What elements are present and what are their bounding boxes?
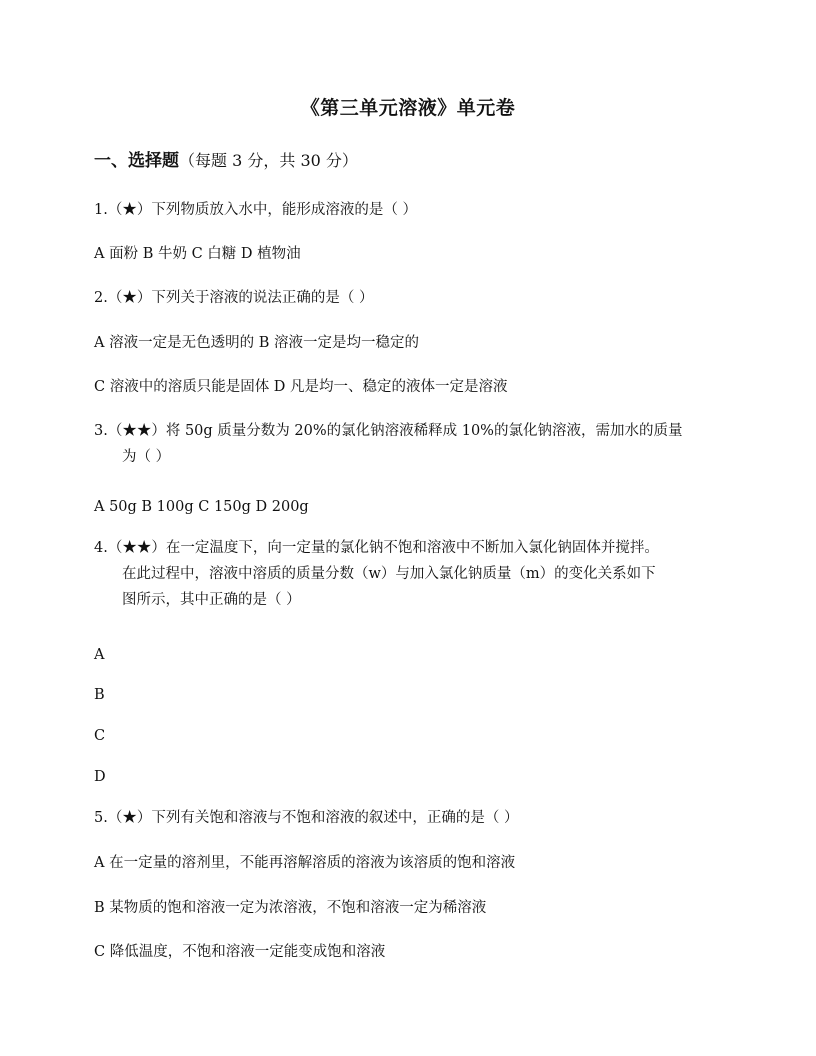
question-5-option-a: A 在一定量的溶剂里，不能再溶解溶质的溶液为该溶质的饱和溶液 bbox=[94, 855, 516, 871]
section-note: （每题 3 分，共 30 分） bbox=[179, 151, 358, 170]
section-heading bbox=[94, 148, 358, 174]
question-3-line-1: 3.（★★）将 50g 质量分数为 20%的氯化钠溶液稀释成 10%的氯化钠溶液，需加水的质量 bbox=[94, 423, 683, 439]
question-4-line-1: 4.（★★）在一定温度下，向一定量的氯化钠不饱和溶液中不断加入氯化钠固体并搅拌。 bbox=[94, 540, 659, 556]
document-title: 《第三单元溶液》单元卷 bbox=[300, 97, 516, 119]
question-4-line-3: 图所示，其中正确的是（ ） bbox=[122, 592, 301, 608]
question-4-option-c: C bbox=[94, 728, 106, 744]
question-4-option-b: B bbox=[94, 687, 105, 703]
question-3 bbox=[94, 418, 730, 470]
question-5: 5.（★）下列有关饱和溶液与不饱和溶液的叙述中，正确的是（ ） bbox=[94, 810, 519, 826]
question-1-options: A 面粉 B 牛奶 C 白糖 D 植物油 bbox=[94, 246, 301, 262]
question-5-option-b: B 某物质的饱和溶液一定为浓溶液，不饱和溶液一定为稀溶液 bbox=[94, 900, 487, 916]
question-2-options-1: A 溶液一定是无色透明的 B 溶液一定是均一稳定的 bbox=[94, 335, 419, 351]
question-2-options-2: C 溶液中的溶质只能是固体 D 凡是均一、稳定的液体一定是溶液 bbox=[94, 379, 508, 395]
question-4-option-a: A bbox=[94, 647, 105, 663]
question-5-option-c: C 降低温度，不饱和溶液一定能变成饱和溶液 bbox=[94, 944, 386, 960]
question-2: 2.（★）下列关于溶液的说法正确的是（ ） bbox=[94, 290, 374, 306]
question-4-line-2: 在此过程中，溶液中溶质的质量分数（w）与加入氯化钠质量（m）的变化关系如下 bbox=[122, 566, 656, 582]
question-3-options: A 50g B 100g C 150g D 200g bbox=[94, 499, 309, 515]
section-title: 一、选择题 bbox=[94, 151, 179, 171]
question-3-line-2: 为（ ） bbox=[122, 449, 171, 465]
question-1: 1.（★）下列物质放入水中，能形成溶液的是（ ） bbox=[94, 202, 417, 218]
question-4 bbox=[94, 535, 730, 613]
question-4-option-d: D bbox=[94, 769, 106, 785]
